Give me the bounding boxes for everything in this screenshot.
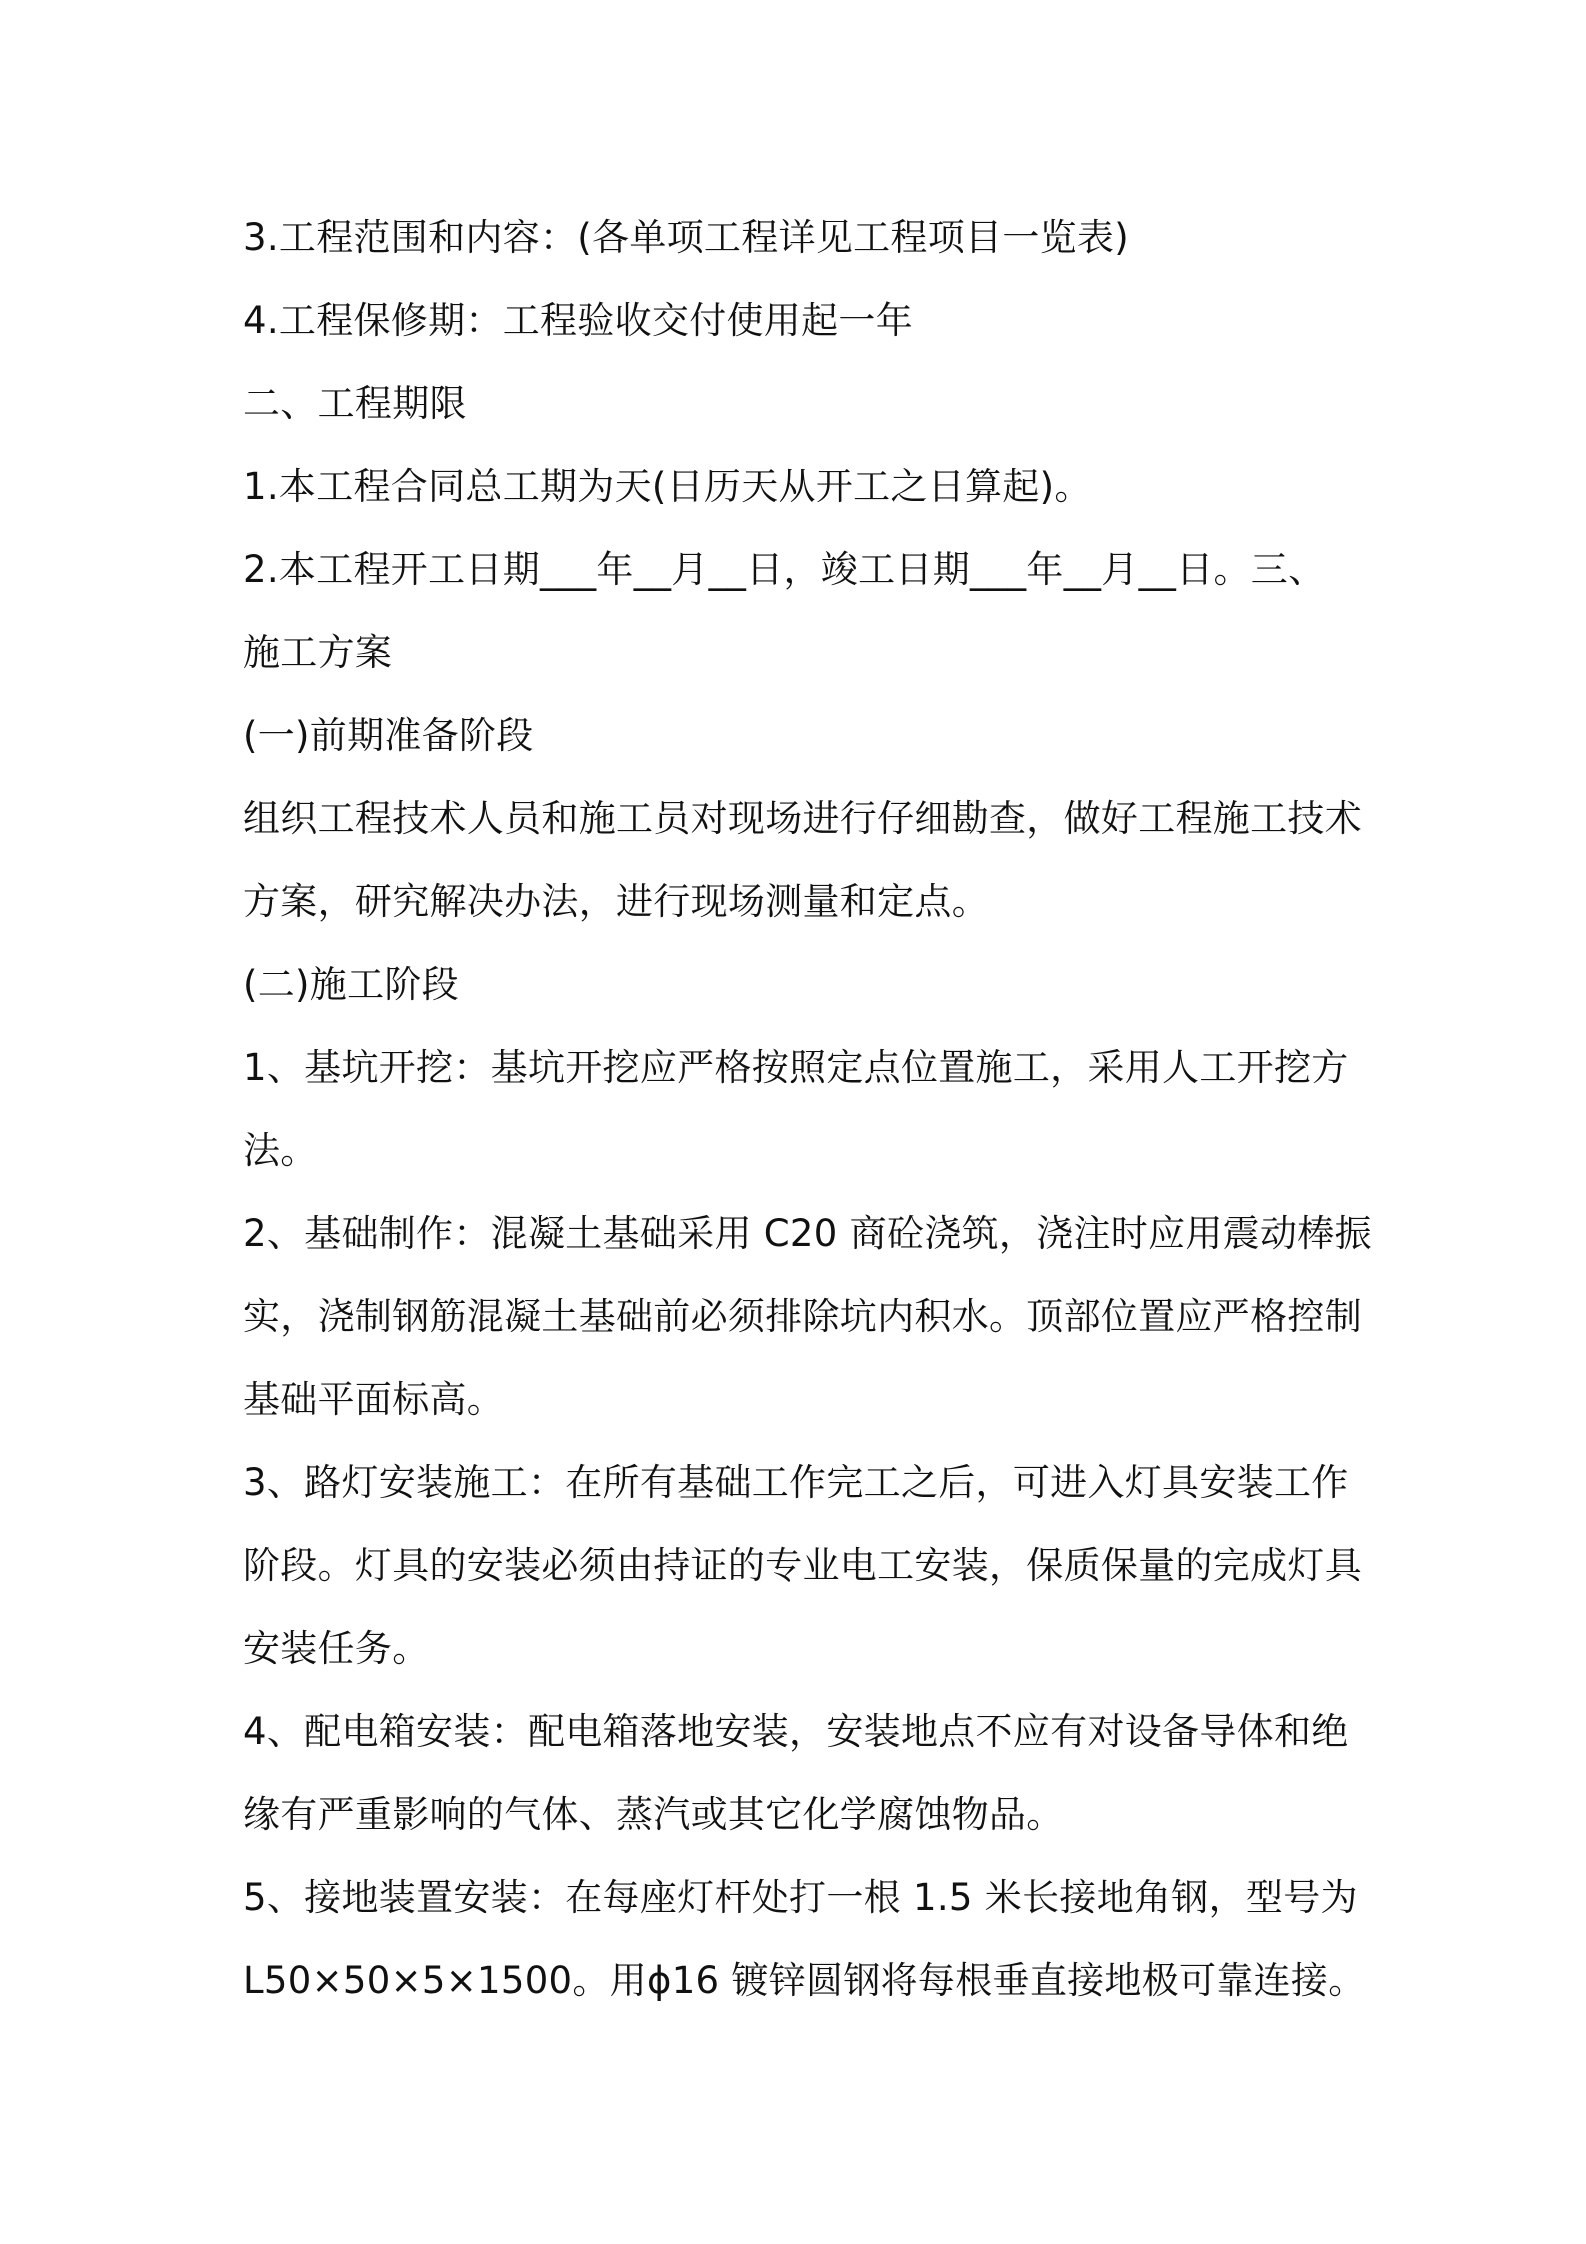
- text-line-foundation-3: 基础平面标高。: [243, 1378, 505, 1421]
- text-line-excavation-1: 1、基坑开挖：基坑开挖应严格按照定点位置施工，采用人工开挖方: [243, 1046, 1349, 1089]
- text-line-scope: 3.工程范围和内容：(各单项工程详见工程项目一览表): [243, 216, 1129, 259]
- text-line-distribution-box-2: 缘有严重影响的气体、蒸汽或其它化学腐蚀物品。: [243, 1793, 1064, 1836]
- text-line-dates: 2.本工程开工日期___年__月__日，竣工日期___年__月__日。三、: [243, 548, 1326, 591]
- text-line-foundation-1: 2、基础制作：混凝土基础采用 C20 商砼浇筑，浇注时应用震动棒振: [243, 1212, 1372, 1255]
- text-line-lighting-3: 安装任务。: [243, 1627, 430, 1670]
- text-line-foundation-2: 实，浇制钢筋混凝土基础前必须排除坑内积水。顶部位置应严格控制: [243, 1295, 1362, 1338]
- section-heading-schedule: 二、工程期限: [243, 382, 467, 425]
- text-line-warranty: 4.工程保修期：工程验收交付使用起一年: [243, 299, 914, 342]
- text-line-duration: 1.本工程合同总工期为天(日历天从开工之日算起)。: [243, 465, 1092, 508]
- text-line-preparation-2: 方案，研究解决办法，进行现场测量和定点。: [243, 880, 989, 923]
- subheading-construction: (二)施工阶段: [243, 963, 459, 1006]
- text-line-preparation-1: 组织工程技术人员和施工员对现场进行仔细勘查，做好工程施工技术: [243, 797, 1362, 840]
- subheading-preparation: (一)前期准备阶段: [243, 714, 534, 757]
- text-line-grounding-1: 5、接地装置安装：在每座灯杆处打一根 1.5 米长接地角钢，型号为: [243, 1876, 1358, 1919]
- document-body: [243, 196, 1372, 2022]
- text-line-lighting-2: 阶段。灯具的安装必须由持证的专业电工安装，保质保量的完成灯具: [243, 1544, 1362, 1587]
- text-line-excavation-2: 法。: [243, 1129, 318, 1172]
- text-line-grounding-2: L50×50×5×1500。用ϕ16 镀锌圆钢将每根垂直接地极可靠连接。: [243, 1959, 1366, 2002]
- section-heading-plan: 施工方案: [243, 631, 393, 674]
- text-line-lighting-1: 3、路灯安装施工：在所有基础工作完工之后，可进入灯具安装工作: [243, 1461, 1349, 1504]
- text-line-distribution-box-1: 4、配电箱安装：配电箱落地安装，安装地点不应有对设备导体和绝: [243, 1710, 1349, 1753]
